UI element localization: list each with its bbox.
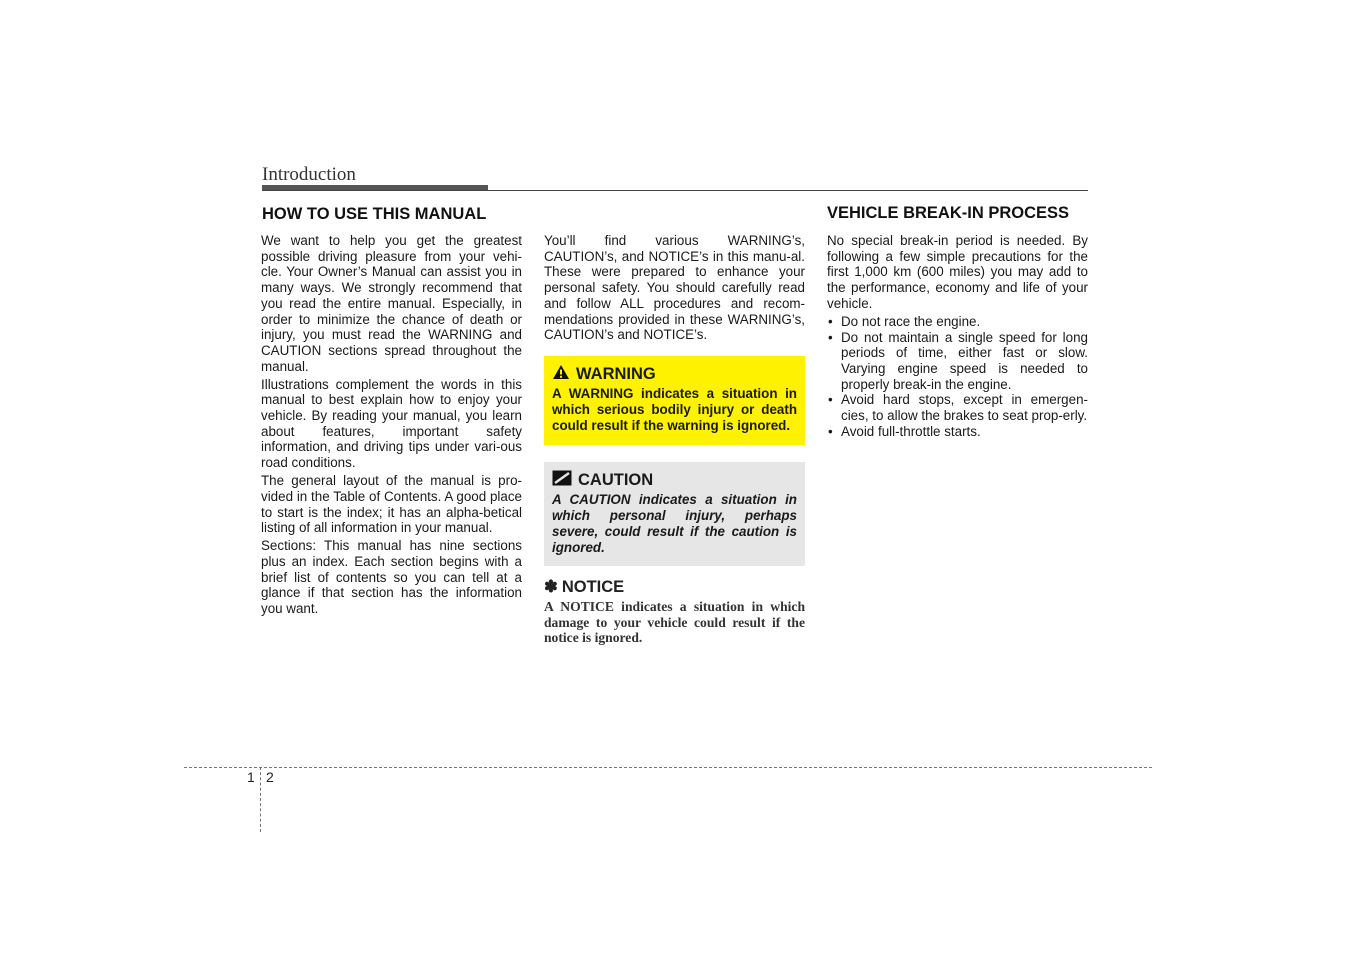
list-item: • Do not maintain a single speed for long periods of time, either fast or slow. Varying engine speed is needed to properly break-in the engine. — [828, 329, 1088, 392]
notice-title-row — [544, 577, 624, 597]
warning-text: A WARNING indicates a situation in which serious bodily injury or death could result if the warning is ignored. — [552, 386, 797, 433]
footer-dashed-divider — [260, 767, 261, 832]
paragraph: Sections: This manual has nine sections plus an index. Each section begins with a brief list of contents so you can tell at a glance if that section has the information you want. — [261, 538, 522, 617]
bullet-icon: • — [828, 392, 833, 408]
middle-intro — [544, 233, 805, 345]
section-title: Introduction — [262, 164, 356, 185]
caution-title: CAUTION — [578, 471, 654, 489]
paragraph: We want to help you get the greatest possible driving pleasure from your vehi-cle. Your Owner’s Manual can assist you in many ways. We strongly recommend that you read the entire manual. Especially, in order to minimize the chance of death or injury, you must read the WARNING and CAUTION sections spread throughout the manual. — [261, 233, 522, 374]
paragraph: No special break-in period is needed. By following a few simple precautions for the first 1,000 km (600 miles) you may add to the performance, economy and life of your vehicle. — [827, 233, 1088, 311]
paragraph: You’ll find various WARNING’s, CAUTION’s, and NOTICE’s in this manu-al. These were prepared to enhance your personal safety. You should carefully read and follow ALL procedures and recom-mendations provided in these WARNING’s, CAUTION’s and NOTICE’s. — [544, 233, 805, 343]
header-rule-thin — [262, 190, 1088, 191]
warning-box — [544, 356, 805, 445]
page-number: 2 — [266, 769, 274, 785]
caution-slash-icon — [552, 470, 572, 491]
warning-title: WARNING — [576, 365, 656, 383]
break-in-list — [827, 314, 1088, 440]
bullet-icon: • — [828, 329, 833, 345]
break-in-heading: VEHICLE BREAK-IN PROCESS — [827, 204, 1070, 222]
warning-title-row — [552, 364, 797, 385]
paragraph: Illustrations complement the words in this manual to best explain how to enjoy your vehicle. By reading your manual, you learn about features, important safety information, and driving tips under vari-ous road conditions. — [261, 376, 522, 471]
how-to-use-body — [261, 233, 522, 619]
caution-box — [544, 462, 805, 566]
section-number: 1 — [247, 769, 255, 785]
bullet-icon: • — [828, 313, 833, 329]
list-item: • Do not race the engine. — [828, 313, 981, 329]
notice-asterisk-icon: ✽ — [544, 578, 558, 596]
list-item: • Avoid full-throttle starts. — [828, 423, 981, 439]
bullet-icon: • — [828, 423, 833, 439]
warning-triangle-icon — [552, 364, 570, 385]
break-in-body — [827, 233, 1088, 439]
caution-text: A CAUTION indicates a situation in which personal injury, perhaps severe, could result if the caution is ignored. — [552, 492, 797, 555]
list-item: • Avoid hard stops, except in emergen-cies, to allow the brakes to seat prop-erly. — [828, 392, 1088, 424]
paragraph: The general layout of the manual is pro-vided in the Table of Contents. A good place to start is the index; it has an alpha-betical listing of all information in your manual. — [261, 473, 522, 536]
footer-dashed-rule — [184, 767, 1152, 768]
caution-title-row — [552, 470, 797, 491]
notice-title: NOTICE — [561, 577, 625, 596]
notice-text: A NOTICE indicates a situation in which damage to your vehicle could result if the notice is ignored. — [544, 599, 805, 646]
how-to-use-heading: HOW TO USE THIS MANUAL — [262, 205, 487, 223]
